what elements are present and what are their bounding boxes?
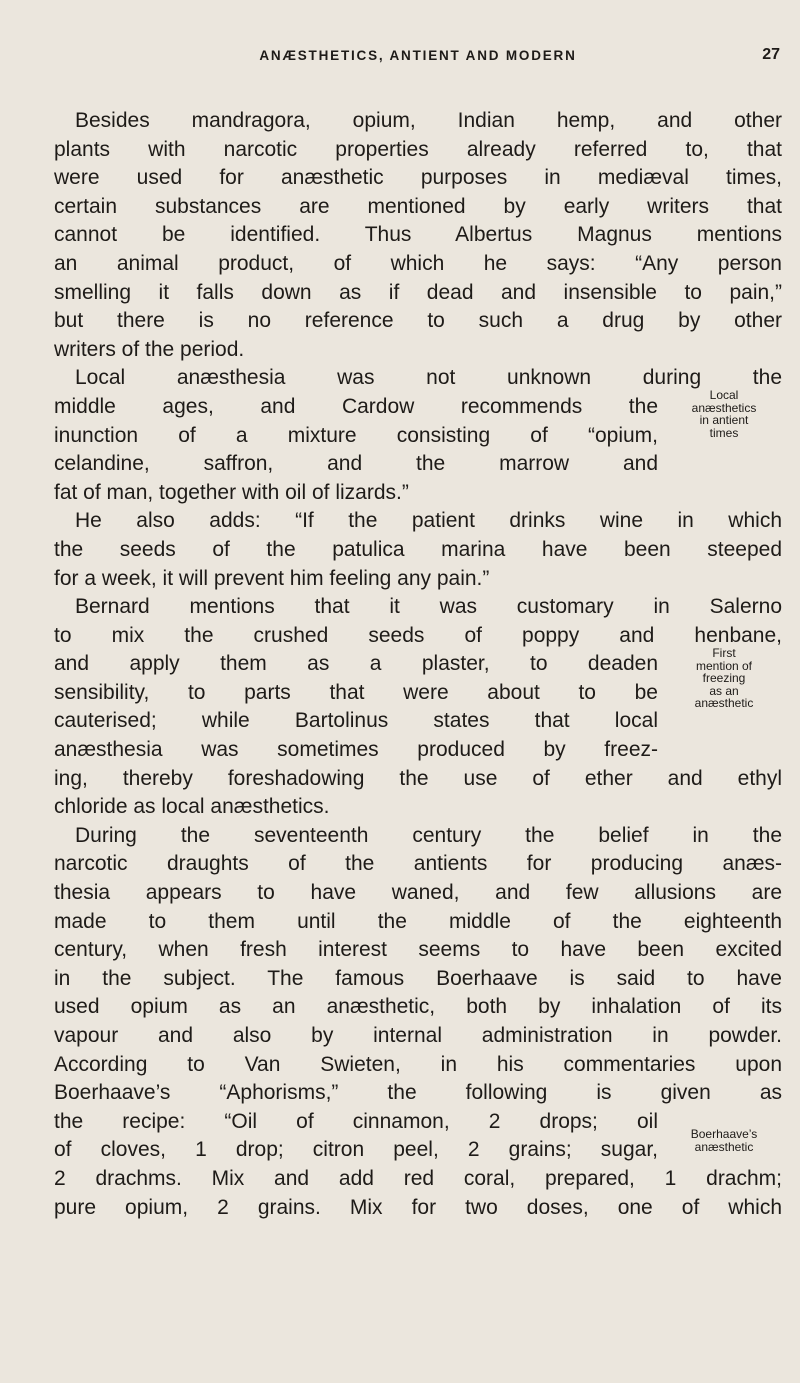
- text-line: thesia appears to have waned, and few allusions are: [54, 881, 782, 905]
- text-line: sensibility, to parts that were about to be: [54, 680, 658, 704]
- text-line: Bernard mentions that it was customary in Salerno: [75, 595, 782, 619]
- text-line: cauterised; while Bartolinus states that local: [54, 709, 658, 733]
- text-line: vapour and also by internal administration in powder.: [54, 1024, 782, 1047]
- text-line: and apply them as a plaster, to deaden: [54, 652, 658, 676]
- text-line: According to Van Swieten, in his commentaries upon: [54, 1052, 782, 1076]
- text-line: inunction of a mixture consisting of “opium,: [54, 423, 658, 447]
- text-line: 2 drachms. Mix and add red coral, prepared, 1 drachm;: [54, 1166, 782, 1190]
- text-line: certain substances are mentioned by early writers that: [54, 194, 782, 218]
- text-line: an animal product, of which he says: “Any person: [54, 251, 782, 275]
- text-line: Local anæsthesia was not unknown during the: [75, 366, 782, 390]
- text-line: Besides mandragora, opium, Indian hemp, and other: [75, 109, 782, 132]
- marginal-note-first-mention-freezing: First mention of freezing as an anæsthetic: [694, 646, 754, 710]
- text-line: for a week, it will prevent him feeling any pain.”: [54, 566, 490, 590]
- marginal-note-boerhaave: Boerhaave’s anæsthetic: [690, 1127, 758, 1154]
- text-line: made to them until the middle of the eighteenth: [54, 909, 782, 933]
- page-header: [56, 48, 780, 70]
- text-line: in the subject. The famous Boerhaave is said to have: [54, 966, 782, 990]
- text-line: ing, thereby foreshadowing the use of ether and ethyl: [54, 766, 782, 790]
- text-line: Boerhaave’s “Aphorisms,” the following is given as: [54, 1081, 782, 1105]
- body-text: [54, 107, 782, 1222]
- text-line: writers of the period.: [54, 337, 245, 361]
- text-line: were used for anæsthetic purposes in mediæval times,: [54, 166, 782, 190]
- text-line: He also adds: “If the patient drinks wine in which: [75, 509, 782, 533]
- text-line: celandine, saffron, and the marrow and: [54, 452, 658, 476]
- text-line: fat of man, together with oil of lizards.”: [54, 480, 409, 504]
- text-line: chloride as local anæsthetics.: [54, 795, 330, 819]
- text-line: to mix the crushed seeds of poppy and henbane,: [54, 623, 782, 647]
- text-line: the recipe: “Oil of cinnamon, 2 drops; oil: [54, 1109, 658, 1133]
- text-line: century, when fresh interest seems to have been excited: [54, 938, 782, 962]
- text-line: of cloves, 1 drop; citron peel, 2 grains; sugar,: [54, 1138, 658, 1162]
- text-line: the seeds of the patulica marina have been steeped: [54, 537, 782, 561]
- text-line: smelling it falls down as if dead and insensible to pain,”: [54, 280, 782, 304]
- text-line: cannot be identified. Thus Albertus Magnus mentions: [54, 223, 782, 247]
- text-line: During the seventeenth century the belief in the: [75, 823, 782, 847]
- text-line: plants with narcotic properties already referred to, that: [54, 137, 782, 161]
- text-line: used opium as an anæsthetic, both by inhalation of its: [54, 995, 782, 1019]
- text-line: middle ages, and Cardow recommends the: [54, 394, 658, 418]
- text-line: narcotic draughts of the antients for producing anæs-: [54, 852, 782, 876]
- marginal-note-local-anaesthetics: Local anæsthetics in antient times: [691, 388, 757, 440]
- running-title: ANÆSTHETICS, ANTIENT AND MODERN: [259, 48, 577, 63]
- text-line: anæsthesia was sometimes produced by freez-: [54, 738, 658, 762]
- page-number: 27: [762, 46, 780, 63]
- text-line: but there is no reference to such a drug by other: [54, 309, 782, 333]
- text-line: pure opium, 2 grains. Mix for two doses, one of which: [54, 1195, 782, 1219]
